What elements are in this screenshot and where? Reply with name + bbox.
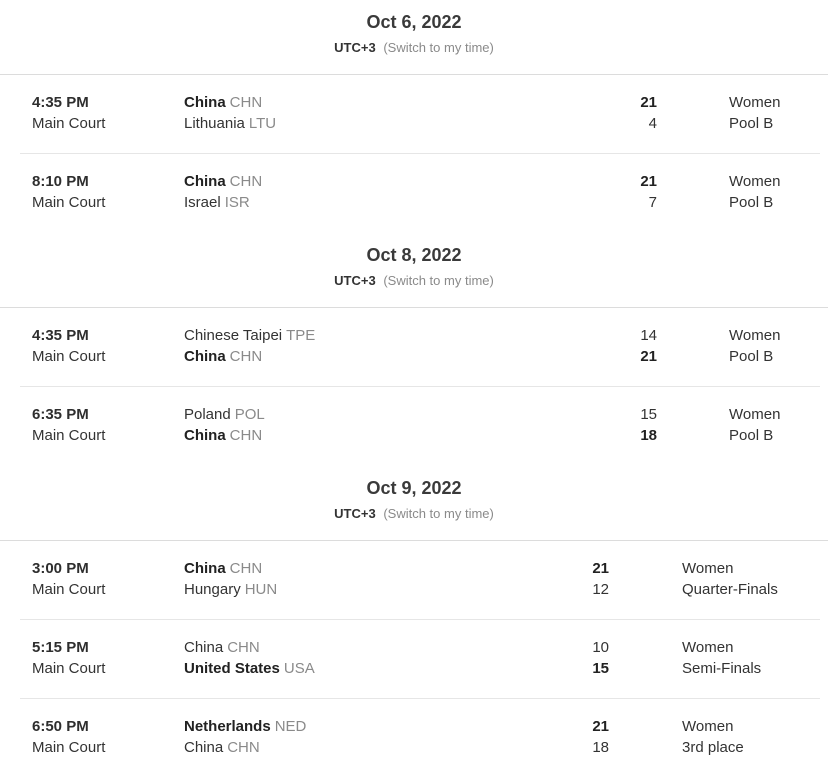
- game-gender: Women: [682, 560, 734, 577]
- day-section: [0, 466, 828, 778]
- game-time-venue: [32, 326, 105, 367]
- game-category: [682, 638, 761, 679]
- game-teams: [184, 559, 277, 600]
- game-teams: [184, 638, 315, 679]
- game-time: 4:35 PM: [32, 94, 89, 111]
- game-row[interactable]: [20, 699, 820, 778]
- score: 10: [592, 639, 609, 656]
- game-time-venue: [32, 93, 105, 134]
- game-row[interactable]: [20, 154, 820, 233]
- game-scores: [617, 405, 657, 446]
- game-round: Pool B: [729, 426, 774, 444]
- game-venue: Main Court: [32, 193, 106, 211]
- game-time-venue: [32, 638, 105, 679]
- team-code: CHN: [229, 347, 263, 365]
- timezone-line: [0, 40, 828, 55]
- game-time: 5:15 PM: [32, 639, 89, 656]
- team-name[interactable]: China: [184, 347, 226, 365]
- team-name[interactable]: Hungary: [184, 580, 241, 598]
- switch-time-link[interactable]: (Switch to my time): [383, 506, 494, 521]
- team-code: CHN: [229, 560, 263, 577]
- team-code: LTU: [248, 114, 277, 132]
- day-date: Oct 6, 2022: [366, 12, 462, 32]
- timezone-label: UTC+3: [334, 273, 376, 288]
- team-code: CHN: [229, 426, 263, 444]
- game-teams: [184, 326, 315, 367]
- game-venue: Main Court: [32, 580, 106, 598]
- game-scores: [617, 326, 657, 367]
- team-code: POL: [234, 406, 265, 423]
- day-section: [0, 0, 828, 233]
- game-round: Pool B: [729, 114, 774, 132]
- game-time: 3:00 PM: [32, 560, 89, 577]
- game-gender: Women: [729, 327, 781, 344]
- day-date: Oct 8, 2022: [366, 245, 462, 265]
- day-section: [0, 233, 828, 466]
- team-code: CHN: [229, 173, 263, 190]
- switch-time-link[interactable]: (Switch to my time): [383, 40, 494, 55]
- game-venue: Main Court: [32, 114, 106, 132]
- game-category: [682, 559, 778, 600]
- team-code: HUN: [244, 580, 278, 598]
- game-gender: Women: [729, 406, 781, 423]
- team-name[interactable]: China: [184, 639, 224, 656]
- team-name[interactable]: China: [184, 173, 226, 190]
- score: 18: [640, 426, 657, 444]
- score: 21: [640, 173, 657, 190]
- game-row[interactable]: [20, 541, 820, 620]
- game-venue: Main Court: [32, 347, 106, 365]
- game-scores: [617, 93, 657, 134]
- game-time-venue: [32, 559, 105, 600]
- score: 14: [640, 327, 657, 344]
- team-name[interactable]: Chinese Taipei: [184, 327, 283, 344]
- game-row[interactable]: [20, 620, 820, 699]
- game-time-venue: [32, 172, 105, 213]
- team-code: USA: [283, 659, 315, 677]
- game-round: Semi-Finals: [682, 659, 762, 677]
- team-name[interactable]: United States: [184, 659, 280, 677]
- score: 15: [592, 659, 609, 677]
- game-gender: Women: [682, 718, 734, 735]
- team-name[interactable]: Lithuania: [184, 114, 245, 132]
- timezone-label: UTC+3: [334, 506, 376, 521]
- timezone-label: UTC+3: [334, 40, 376, 55]
- game-row[interactable]: [20, 308, 820, 387]
- day-header: [0, 466, 828, 541]
- game-time: 8:10 PM: [32, 173, 89, 190]
- game-round: Pool B: [729, 193, 774, 211]
- game-venue: Main Court: [32, 659, 106, 677]
- team-code: CHN: [229, 94, 263, 111]
- day-date: Oct 9, 2022: [366, 478, 462, 498]
- team-name[interactable]: China: [184, 738, 224, 756]
- game-category: [729, 405, 780, 446]
- game-scores: [617, 172, 657, 213]
- score: 18: [592, 738, 609, 756]
- team-name[interactable]: China: [184, 560, 226, 577]
- game-teams: [184, 405, 265, 446]
- score: 21: [640, 347, 657, 365]
- game-gender: Women: [729, 94, 781, 111]
- timezone-line: [0, 506, 828, 521]
- game-time: 4:35 PM: [32, 327, 89, 344]
- score: 4: [648, 114, 657, 132]
- game-gender: Women: [729, 173, 781, 190]
- game-venue: Main Court: [32, 426, 106, 444]
- score: 12: [592, 580, 609, 598]
- score: 21: [592, 718, 609, 735]
- team-name[interactable]: China: [184, 94, 226, 111]
- team-name[interactable]: Israel: [184, 193, 221, 211]
- game-time: 6:35 PM: [32, 406, 89, 423]
- game-row[interactable]: [20, 387, 820, 466]
- team-code: NED: [274, 718, 307, 735]
- team-name[interactable]: Poland: [184, 406, 231, 423]
- switch-time-link[interactable]: (Switch to my time): [383, 273, 494, 288]
- game-time: 6:50 PM: [32, 718, 89, 735]
- day-header: [0, 233, 828, 308]
- game-scores: [569, 717, 609, 758]
- game-teams: [184, 172, 262, 213]
- score: 21: [592, 560, 609, 577]
- game-venue: Main Court: [32, 738, 106, 756]
- score: 15: [640, 406, 657, 423]
- game-round: Pool B: [729, 347, 774, 365]
- team-name[interactable]: Netherlands: [184, 718, 271, 735]
- game-gender: Women: [682, 639, 734, 656]
- game-teams: [184, 717, 306, 758]
- timezone-line: [0, 273, 828, 288]
- game-category: [729, 172, 780, 213]
- team-name[interactable]: China: [184, 426, 226, 444]
- game-scores: [569, 559, 609, 600]
- game-round: 3rd place: [682, 738, 744, 756]
- team-code: CHN: [227, 639, 260, 656]
- game-category: [682, 717, 744, 758]
- game-category: [729, 326, 780, 367]
- game-round: Quarter-Finals: [682, 580, 778, 598]
- game-scores: [569, 638, 609, 679]
- team-code: CHN: [227, 738, 260, 756]
- game-time-venue: [32, 717, 105, 758]
- team-code: ISR: [224, 193, 250, 211]
- game-row[interactable]: [20, 75, 820, 154]
- score: 21: [640, 94, 657, 111]
- team-code: TPE: [286, 327, 316, 344]
- score: 7: [648, 193, 657, 211]
- day-header: [0, 0, 828, 75]
- game-teams: [184, 93, 276, 134]
- game-time-venue: [32, 405, 105, 446]
- game-category: [729, 93, 780, 134]
